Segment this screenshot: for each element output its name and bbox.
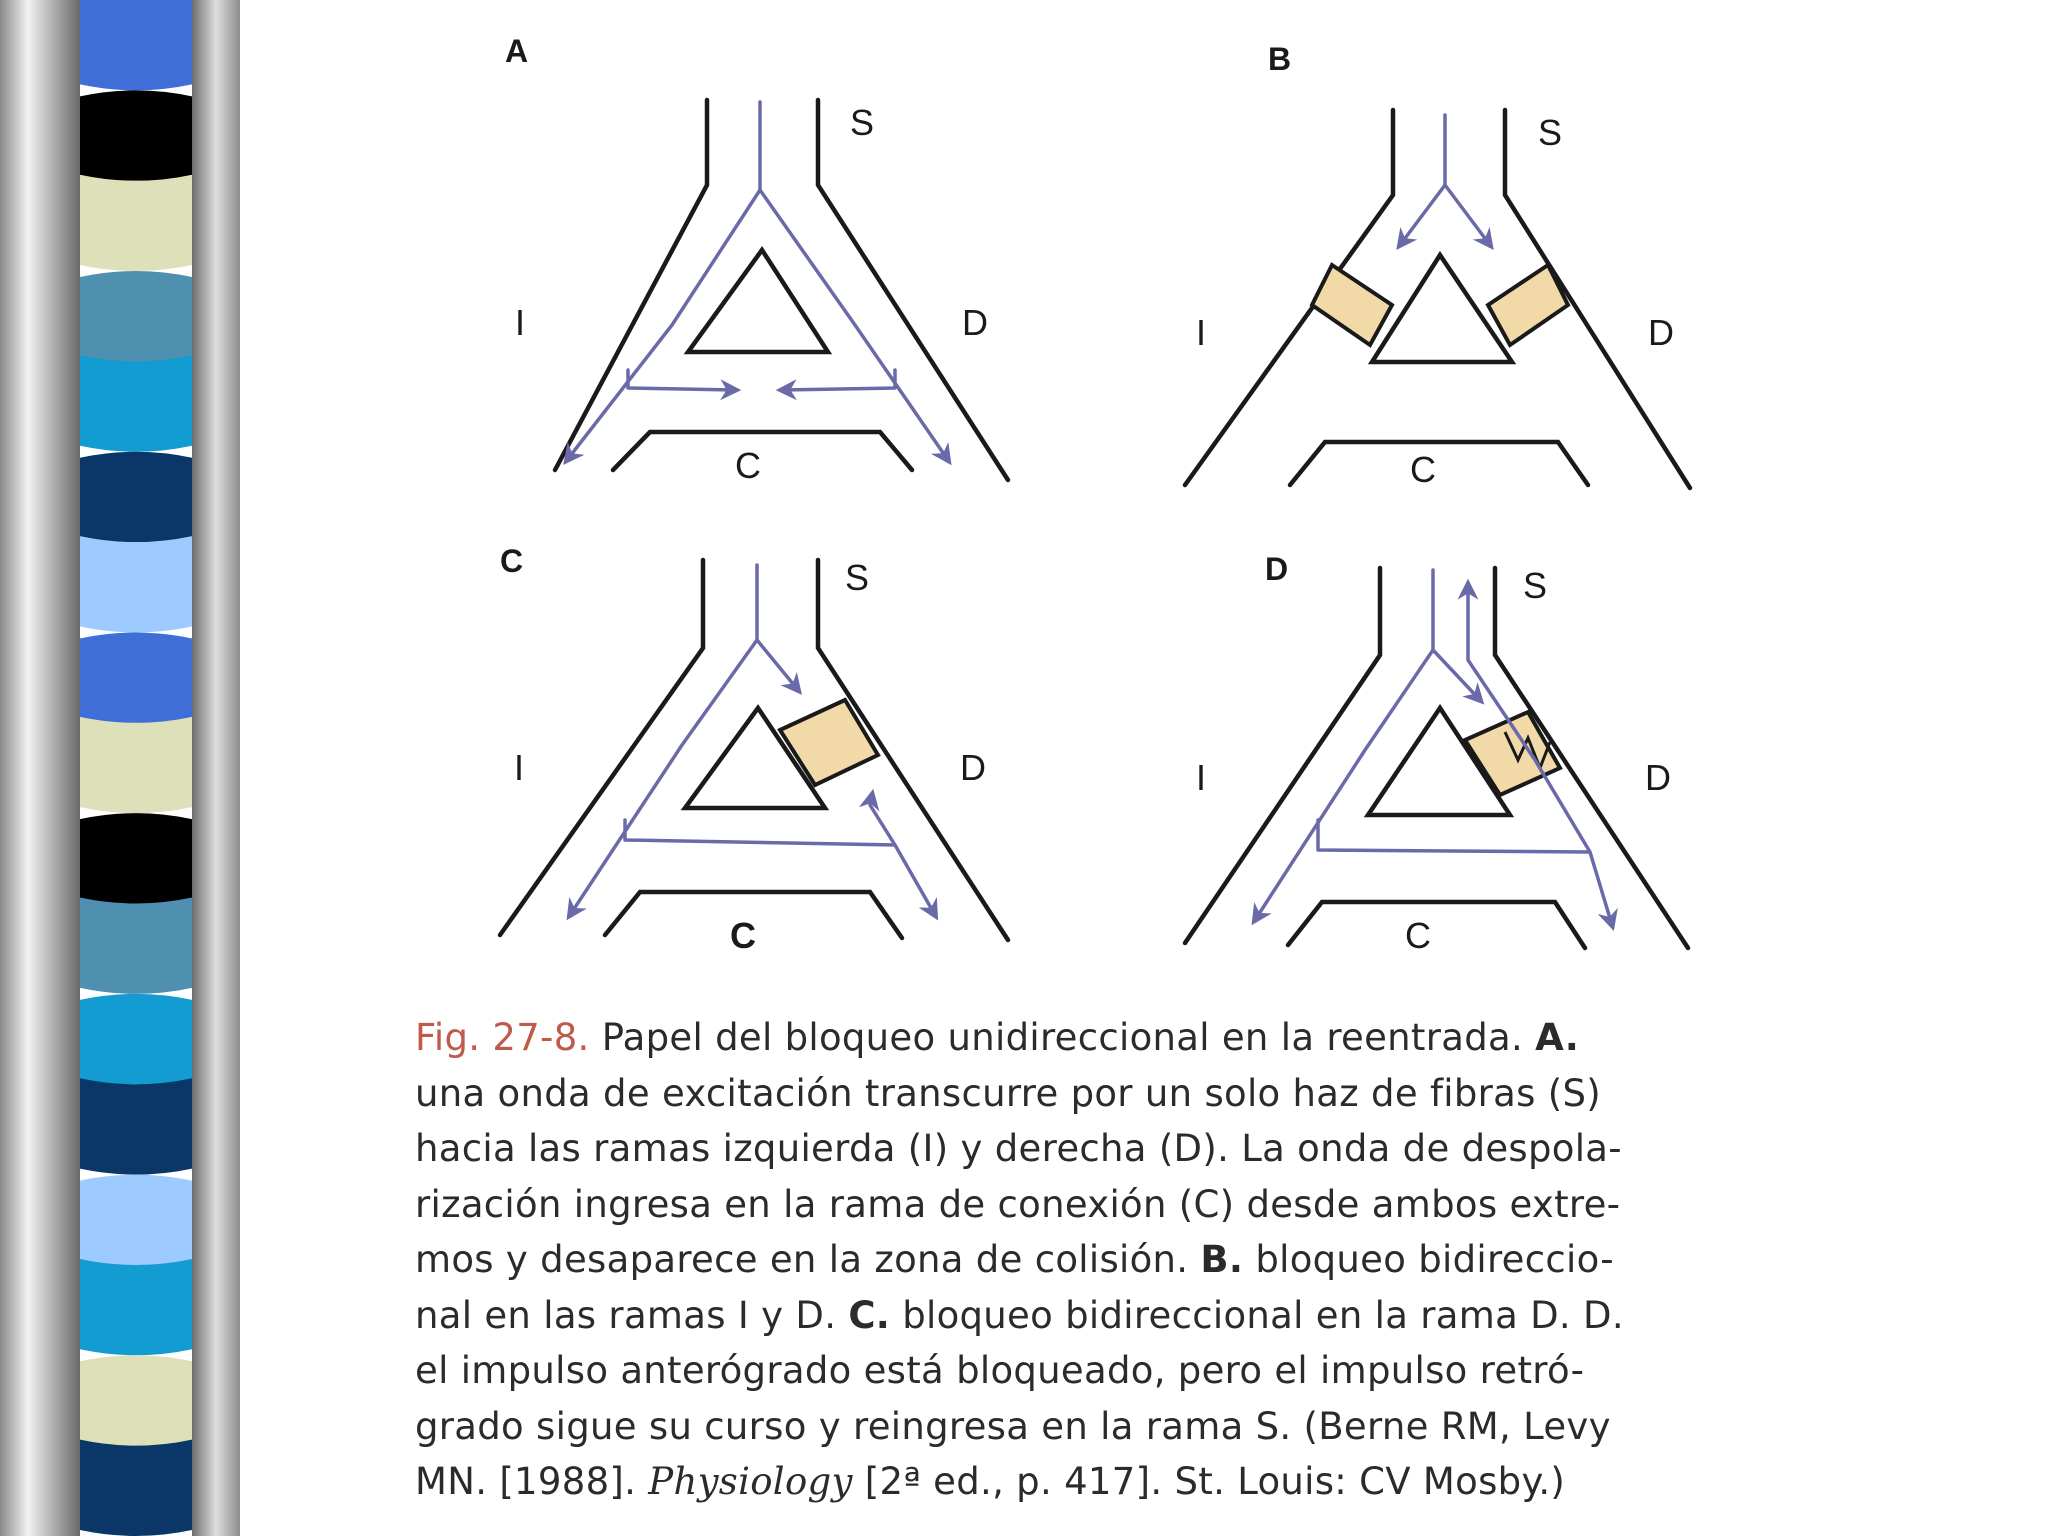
caption-text: Papel del bloqueo unidireccional en la reentrada. bbox=[601, 1016, 1524, 1059]
panel-letter: C bbox=[500, 543, 524, 579]
caption-line: una onda de excitación transcurre por un solo haz de fibras (S) bbox=[415, 1071, 1602, 1115]
figure-caption bbox=[415, 1010, 1785, 1510]
caption-line: grado sigue su curso y reingresa en la rama S. (Berne RM, Levy bbox=[415, 1404, 1611, 1448]
caption-line bbox=[415, 1288, 1785, 1344]
caption-text: mos y desaparece en la zona de colisión. bbox=[415, 1238, 1189, 1281]
label-i: I bbox=[1196, 757, 1207, 798]
caption-text: [2ª ed., p. 417]. St. Louis: CV Mosby.) bbox=[864, 1460, 1566, 1503]
label-i: I bbox=[514, 747, 525, 788]
panel-d bbox=[1185, 551, 1688, 956]
label-s: S bbox=[845, 557, 870, 598]
panel-letter: D bbox=[1265, 551, 1289, 587]
fiber-outline bbox=[1185, 110, 1690, 488]
fiber-outline bbox=[555, 100, 1008, 480]
panel-ref-c: C. bbox=[848, 1293, 891, 1337]
label-d: D bbox=[960, 747, 986, 788]
caption-text: nal en las ramas I y D. bbox=[415, 1293, 837, 1337]
book-title: Physiology bbox=[648, 1460, 853, 1503]
label-c: C bbox=[735, 445, 761, 486]
label-d: D bbox=[1648, 312, 1674, 353]
label-s: S bbox=[850, 102, 875, 143]
label-s: S bbox=[1523, 565, 1548, 606]
label-d: D bbox=[962, 302, 988, 343]
fiber-outline bbox=[1185, 568, 1688, 948]
figure-label: Fig. 27-8. bbox=[415, 1016, 590, 1059]
caption-line: el impulso anterógrado está bloqueado, pero el impulso retró- bbox=[415, 1349, 1585, 1392]
fiber-outline bbox=[500, 560, 1008, 940]
label-i: I bbox=[1196, 312, 1207, 353]
conduction-block bbox=[780, 700, 878, 785]
panel-ref-a: A. bbox=[1535, 1016, 1580, 1059]
label-d: D bbox=[1645, 757, 1671, 798]
label-i: I bbox=[515, 302, 526, 343]
wavefront-arrows bbox=[567, 102, 948, 460]
panel-a bbox=[505, 33, 1008, 486]
panel-letter: B bbox=[1268, 41, 1292, 77]
caption-text: MN. [1988]. bbox=[415, 1460, 637, 1503]
panel-letter: A bbox=[505, 33, 529, 69]
label-c: C bbox=[730, 915, 756, 956]
label-s: S bbox=[1538, 112, 1563, 153]
panel-c bbox=[500, 543, 1008, 956]
wavefront-arrows bbox=[1400, 115, 1490, 245]
caption-text: bloqueo bidireccional en la rama D. D. bbox=[902, 1293, 1624, 1337]
caption-line: rización ingresa en la rama de conexión (C) desde ambos extre- bbox=[415, 1182, 1621, 1226]
caption-text: bloqueo bidireccio- bbox=[1255, 1238, 1614, 1281]
caption-line: hacia las ramas izquierda (I) y derecha (D). La onda de despola- bbox=[415, 1127, 1622, 1170]
caption-line bbox=[415, 1454, 1785, 1510]
panel-ref-b: B. bbox=[1200, 1238, 1244, 1281]
caption-line bbox=[415, 1232, 1785, 1288]
panel-b bbox=[1185, 41, 1690, 490]
conduction-block bbox=[1312, 265, 1568, 345]
label-c: C bbox=[1405, 915, 1431, 956]
label-c: C bbox=[1410, 449, 1436, 490]
caption-line bbox=[415, 1010, 1785, 1066]
